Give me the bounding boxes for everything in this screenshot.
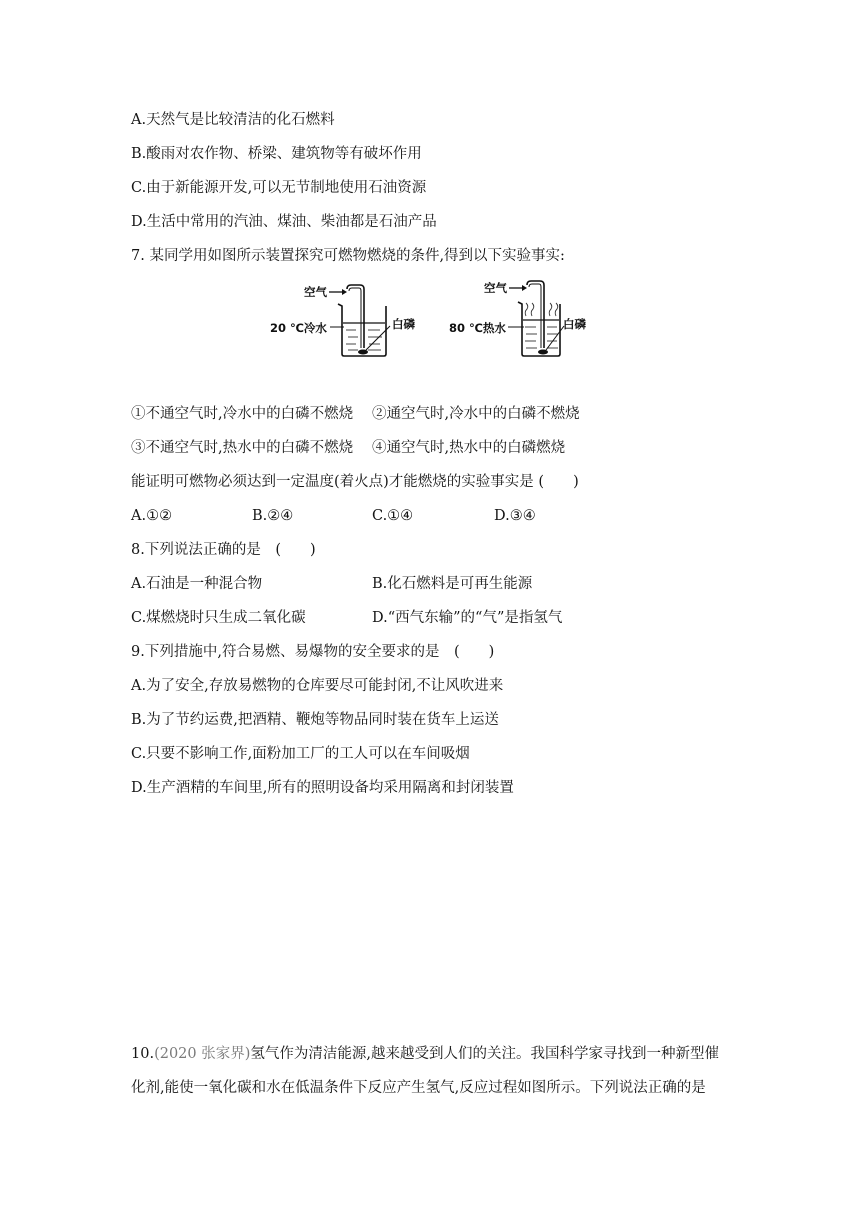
- q9-option-b: B.为了节约运费,把酒精、鞭炮等物品同时装在货车上运送: [131, 712, 499, 728]
- q9-stem: 9.下列措施中,符合易燃、易爆物的安全要求的是 ( ): [131, 644, 495, 660]
- q6-option-d: D.生活中常用的汽油、煤油、柴油都是石油产品: [131, 214, 437, 230]
- left-beaker: [329, 285, 390, 356]
- q10-stem-line1: [131, 1044, 719, 1064]
- q7-option-b: B.②④: [252, 508, 294, 524]
- q8-option-c: C.煤燃烧时只生成二氧化碳: [131, 610, 306, 626]
- q10-number: 10.: [131, 1046, 155, 1062]
- q8-stem: 8.下列说法正确的是 ( ): [131, 542, 316, 558]
- q6-option-c: C.由于新能源开发,可以无节制地使用石油资源: [131, 180, 427, 196]
- q7-option-d: D.③④: [494, 508, 536, 524]
- right-air-label: 空气: [484, 281, 507, 295]
- left-air-arrowhead: [342, 289, 347, 295]
- q7-fact-1: ①不通空气时,冷水中的白磷不燃烧: [131, 406, 354, 422]
- q8-option-b: B.化石燃料是可再生能源: [372, 576, 533, 592]
- left-water-label: 20 ℃冷水: [270, 321, 327, 335]
- q10-source: (2020 张家界): [154, 1046, 251, 1062]
- q7-fact-2: ②通空气时,冷水中的白磷不燃烧: [372, 406, 580, 422]
- beaker-drawings: [268, 278, 598, 364]
- beaker-experiment-figure: [268, 278, 598, 364]
- q6-option-b: B.酸雨对农作物、桥梁、建筑物等有破坏作用: [131, 146, 422, 162]
- q9-option-c: C.只要不影响工作,面粉加工厂的工人可以在车间吸烟: [131, 746, 470, 762]
- q8-option-d: D.“西气东输”的“气”是指氢气: [372, 610, 563, 626]
- right-phosphorus-label: 白磷: [563, 317, 586, 331]
- q7-fact-4: ④通空气时,热水中的白磷燃烧: [372, 440, 566, 456]
- q10-stem-line2: 化剂,能使一氧化碳和水在低温条件下反应产生氢气,反应过程如图所示。下列说法正确的是: [131, 1080, 706, 1096]
- left-phosphorus-label: 白磷: [392, 317, 415, 331]
- right-air-arrowhead: [522, 285, 527, 291]
- q7-fact-3: ③不通空气时,热水中的白磷不燃烧: [131, 440, 354, 456]
- q6-option-a: A.天然气是比较清洁的化石燃料: [131, 112, 335, 128]
- q8-option-a: A.石油是一种混合物: [131, 576, 263, 592]
- left-air-tube-inner: [349, 288, 361, 348]
- q7-option-a: A.①②: [131, 508, 173, 524]
- left-white-phosphorus: [358, 350, 368, 355]
- right-white-phosphorus: [538, 350, 548, 355]
- q9-option-a: A.为了安全,存放易燃物的仓库要尽可能封闭,不让风吹进来: [131, 678, 504, 694]
- right-air-tube-inner: [529, 284, 541, 348]
- q7-question: 能证明可燃物必须达到一定温度(着火点)才能燃烧的实验事实是 ( ): [131, 474, 579, 490]
- right-beaker: [508, 281, 564, 356]
- q7-option-c: C.①④: [372, 508, 414, 524]
- right-phosphorus-leader: [546, 326, 564, 350]
- left-air-label: 空气: [304, 285, 327, 299]
- q7-stem: 7. 某同学用如图所示装置探究可燃物燃烧的条件,得到以下实验事实:: [131, 248, 565, 264]
- q9-option-d: D.生产酒精的车间里,所有的照明设备均采用隔离和封闭装置: [131, 780, 514, 796]
- right-water-label: 80 ℃热水: [449, 321, 506, 335]
- q10-stem-text: 氢气作为清洁能源,越来越受到人们的关注。我国科学家寻找到一种新型催: [250, 1046, 719, 1062]
